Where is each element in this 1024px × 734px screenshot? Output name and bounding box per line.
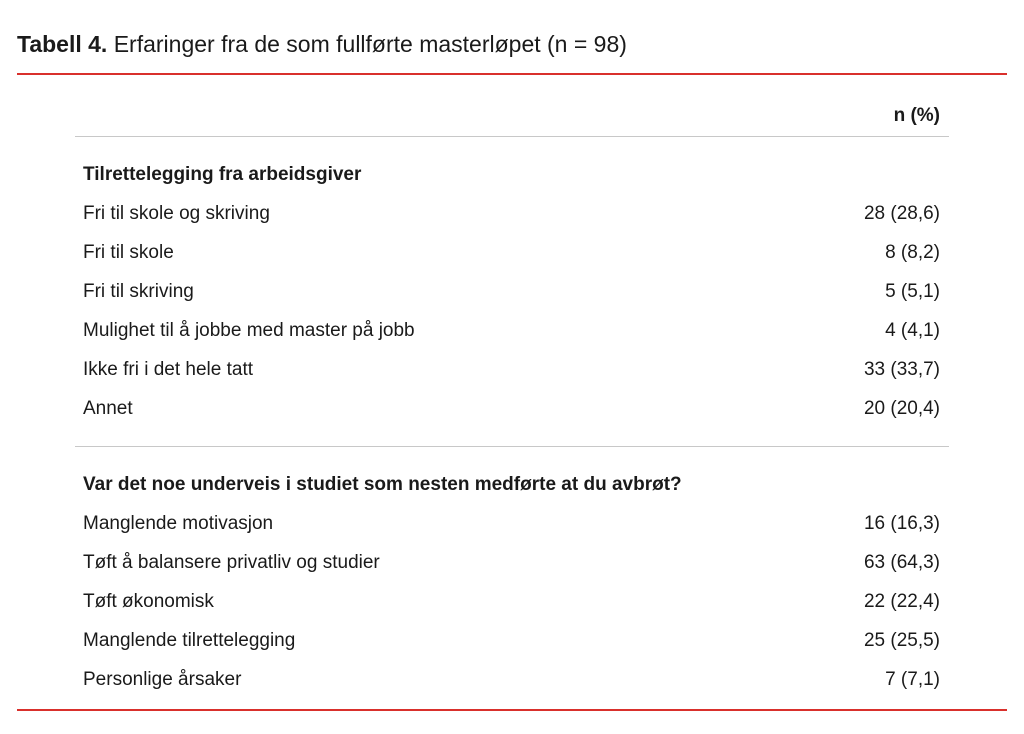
caption-label: Tabell 4.	[17, 31, 108, 57]
table-row	[75, 621, 949, 660]
section-title: Tilrettelegging fra arbeidsgiver	[83, 164, 362, 185]
section-employer-accommodation	[75, 137, 949, 446]
row-value: 25 (25,5)	[863, 630, 940, 651]
row-label: Fri til skole	[83, 242, 174, 263]
table-row	[75, 582, 949, 621]
row-label: Manglende tilrettelegging	[83, 630, 296, 651]
section-title: Var det noe underveis i studiet som nesten medførte at du avbrøt?	[83, 474, 682, 495]
row-value: 20 (20,4)	[863, 398, 940, 419]
row-value: 7 (7,1)	[885, 669, 940, 690]
row-label: Personlige årsaker	[83, 669, 242, 690]
row-value: 28 (28,6)	[863, 203, 940, 224]
table-header-row	[75, 97, 949, 137]
row-label: Manglende motivasjon	[83, 513, 274, 534]
table-row	[75, 311, 949, 350]
column-header-n-percent: n (%)	[893, 105, 940, 126]
row-value: 16 (16,3)	[863, 513, 940, 534]
row-value: 22 (22,4)	[863, 591, 940, 612]
row-label: Ikke fri i det hele tatt	[83, 359, 254, 380]
data-table	[75, 97, 949, 699]
row-label: Annet	[83, 398, 133, 419]
row-label: Fri til skole og skriving	[83, 203, 270, 224]
row-label: Fri til skriving	[83, 281, 194, 302]
caption-text: Erfaringer fra de som fullførte masterløpet (n = 98)	[113, 31, 627, 57]
row-value: 8 (8,2)	[885, 242, 940, 263]
row-value: 5 (5,1)	[885, 281, 940, 302]
row-label: Tøft økonomisk	[83, 591, 214, 612]
row-value: 63 (64,3)	[863, 552, 940, 573]
table-row	[75, 660, 949, 699]
table-caption	[17, 28, 627, 60]
table-row	[75, 389, 949, 428]
table-row	[75, 350, 949, 389]
bottom-rule	[17, 709, 1007, 711]
top-rule	[17, 73, 1007, 75]
row-value: 33 (33,7)	[863, 359, 940, 380]
table-row	[75, 543, 949, 582]
table-row	[75, 504, 949, 543]
table-row	[75, 233, 949, 272]
section-near-dropout	[75, 446, 949, 699]
row-label: Mulighet til å jobbe med master på jobb	[83, 320, 415, 341]
table-row	[75, 272, 949, 311]
table-row	[75, 194, 949, 233]
row-value: 4 (4,1)	[885, 320, 940, 341]
row-label: Tøft å balansere privatliv og studier	[83, 552, 380, 573]
